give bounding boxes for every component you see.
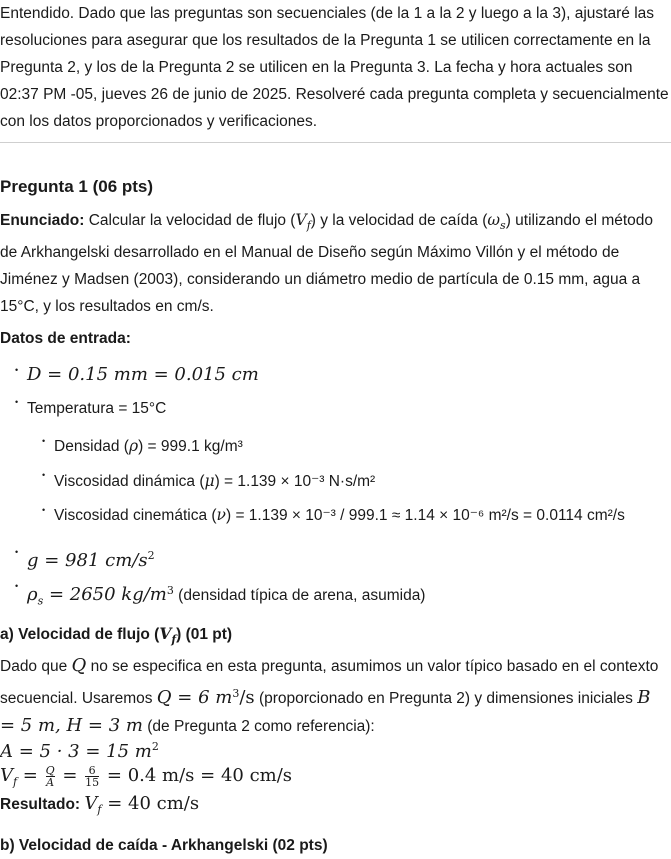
vf-subscript: f <box>13 775 18 789</box>
statement-text-c: ) utilizando el método de Arkhangelski desarrollado en el Manual de Diseño según Máximo Villón y el método de Jiménez y Madsen (2003), considerando un diámetro medio de partícula de 0.15 mm, agua a 15°C, y los resultados en cm/s. <box>0 212 654 316</box>
kin-visc-value: ) = 1.139 × 10⁻³ / 999.1 ≈ 1.14 × 10⁻⁶ m²/s = 0.0114 cm²/s <box>225 507 625 524</box>
part-a-text: Dado que <box>0 658 72 675</box>
rho-s-exponent: 3 <box>166 584 174 597</box>
input-temperature: Temperatura = 15°C <box>27 400 167 417</box>
question-1-statement <box>0 207 671 320</box>
part-a-heading-points: ) (01 pt) <box>176 626 233 643</box>
section-divider <box>0 142 671 143</box>
rho-s-note: (densidad típica de arena, asumida) <box>173 587 426 605</box>
part-a-heading <box>0 620 232 653</box>
area-equation <box>0 733 159 765</box>
bullet-icon: • <box>15 397 19 407</box>
input-density <box>54 433 243 460</box>
ws-subscript: s <box>500 219 506 233</box>
result-value: = 40 cm/s <box>101 793 200 814</box>
vf-subscript: f <box>171 633 177 647</box>
intro-paragraph: Entendido. Dado que las preguntas son secuenciales (de la 1 a la 2 y luego a la 3), ajustaré las resoluciones para asegurar que los resultados de la Pregunta 1 se utilicen correctamente en la Pregunta 2, y los de la Pregunta 2 se utilicen en la Pregunta 3. La fecha y hora actuales son 02:37 PM -05, jueves 26 de junio de 2025. Resolveré cada pregunta completa y secuencialmente con los datos proporcionados y verificaciones. <box>0 5 669 130</box>
vf-subscript: f <box>306 219 311 233</box>
fraction-numerator: Q <box>45 763 55 777</box>
dyn-visc-label: Viscosidad dinámica ( <box>54 473 205 490</box>
bullet-icon: • <box>15 547 19 557</box>
q-unit: /s <box>239 687 255 709</box>
part-a-paragraph <box>0 652 671 740</box>
vf-symbol: V <box>0 765 13 786</box>
area-exponent: 2 <box>151 740 159 753</box>
nu-symbol: ν <box>216 506 226 524</box>
result-label: Resultado: <box>0 796 81 813</box>
input-gravity <box>27 542 155 574</box>
mu-symbol: μ <box>204 472 215 490</box>
rho-s-value: = 2650 kg/m <box>43 584 167 606</box>
bullet-icon: • <box>42 470 46 480</box>
input-data-label: Datos de entrada: <box>0 330 131 347</box>
bullet-icon: • <box>42 436 46 446</box>
vf-symbol: V <box>84 793 98 814</box>
velocity-equation: $V_f$ = $\frac{Q}{A}$ = $\frac{6}{15}$ = 0.4 m/s = 40 cm/s <box>0 763 293 789</box>
part-a-text: (proporcionado en Pregunta 2) y dimensiones iniciales <box>254 690 638 708</box>
ws-symbol: ω <box>487 211 501 229</box>
rho-symbol: ρ <box>128 437 139 455</box>
input-diameter <box>27 361 259 388</box>
velocity-result: = 0.4 m/s = 40 cm/s <box>101 765 293 786</box>
part-a-heading-text: a) Velocidad de flujo ( <box>0 626 160 643</box>
part-b-heading: b) Velocidad de caída - Arkhangelski (02 pts) <box>0 837 328 854</box>
bullet-icon: • <box>42 505 46 515</box>
bullet-icon: • <box>15 365 19 375</box>
fraction-numerator: 6 <box>85 765 99 777</box>
part-a-text: no se especifica en esta pregunta, asumimos un valor típico basado en el contexto secuencial. Usaremos <box>0 658 659 708</box>
rho-s-subscript: s <box>37 594 44 608</box>
vf-symbol: V <box>159 624 172 643</box>
bullet-icon: • <box>15 581 19 591</box>
vf-symbol: V <box>295 211 307 229</box>
q-symbol: Q <box>71 655 87 676</box>
diameter-equation: D = 0.15 mm = 0.015 cm <box>27 364 259 385</box>
fraction-denominator: A <box>46 775 55 789</box>
statement-text-b: ) y la velocidad de caída ( <box>310 212 488 229</box>
input-particle-density <box>27 577 425 614</box>
q-equation: Q = 6 m <box>156 687 233 709</box>
statement-text-a: Calcular la velocidad de flujo ( <box>84 212 296 229</box>
q-exponent: 3 <box>232 687 240 700</box>
bh-equation: B = 5 m, H = 3 m <box>0 687 651 737</box>
result-line <box>0 790 199 823</box>
density-label: Densidad ( <box>54 438 129 455</box>
input-dynamic-viscosity <box>54 468 375 495</box>
vf-subscript: f <box>97 803 102 817</box>
kin-visc-label: Viscosidad cinemática ( <box>54 507 217 524</box>
fraction-q-over-a <box>46 765 55 788</box>
part-a-text: (de Pregunta 2 como referencia): <box>142 718 375 736</box>
gravity-exponent: 2 <box>147 549 155 562</box>
rho-s-symbol: ρ <box>27 584 38 606</box>
fraction-6-over-15 <box>85 765 99 788</box>
gravity-equation: g = 981 cm/s <box>27 550 148 571</box>
statement-label: Enunciado: <box>0 212 85 229</box>
input-kinematic-viscosity <box>54 502 625 529</box>
dyn-visc-value: ) = 1.139 × 10⁻³ N·s/m² <box>214 473 376 490</box>
area-expression: A = 5 · 3 = 15 m <box>0 741 152 762</box>
density-value: ) = 999.1 kg/m³ <box>138 438 243 455</box>
question-1-title: Pregunta 1 (06 pts) <box>0 177 154 196</box>
fraction-denominator: 15 <box>85 775 100 789</box>
